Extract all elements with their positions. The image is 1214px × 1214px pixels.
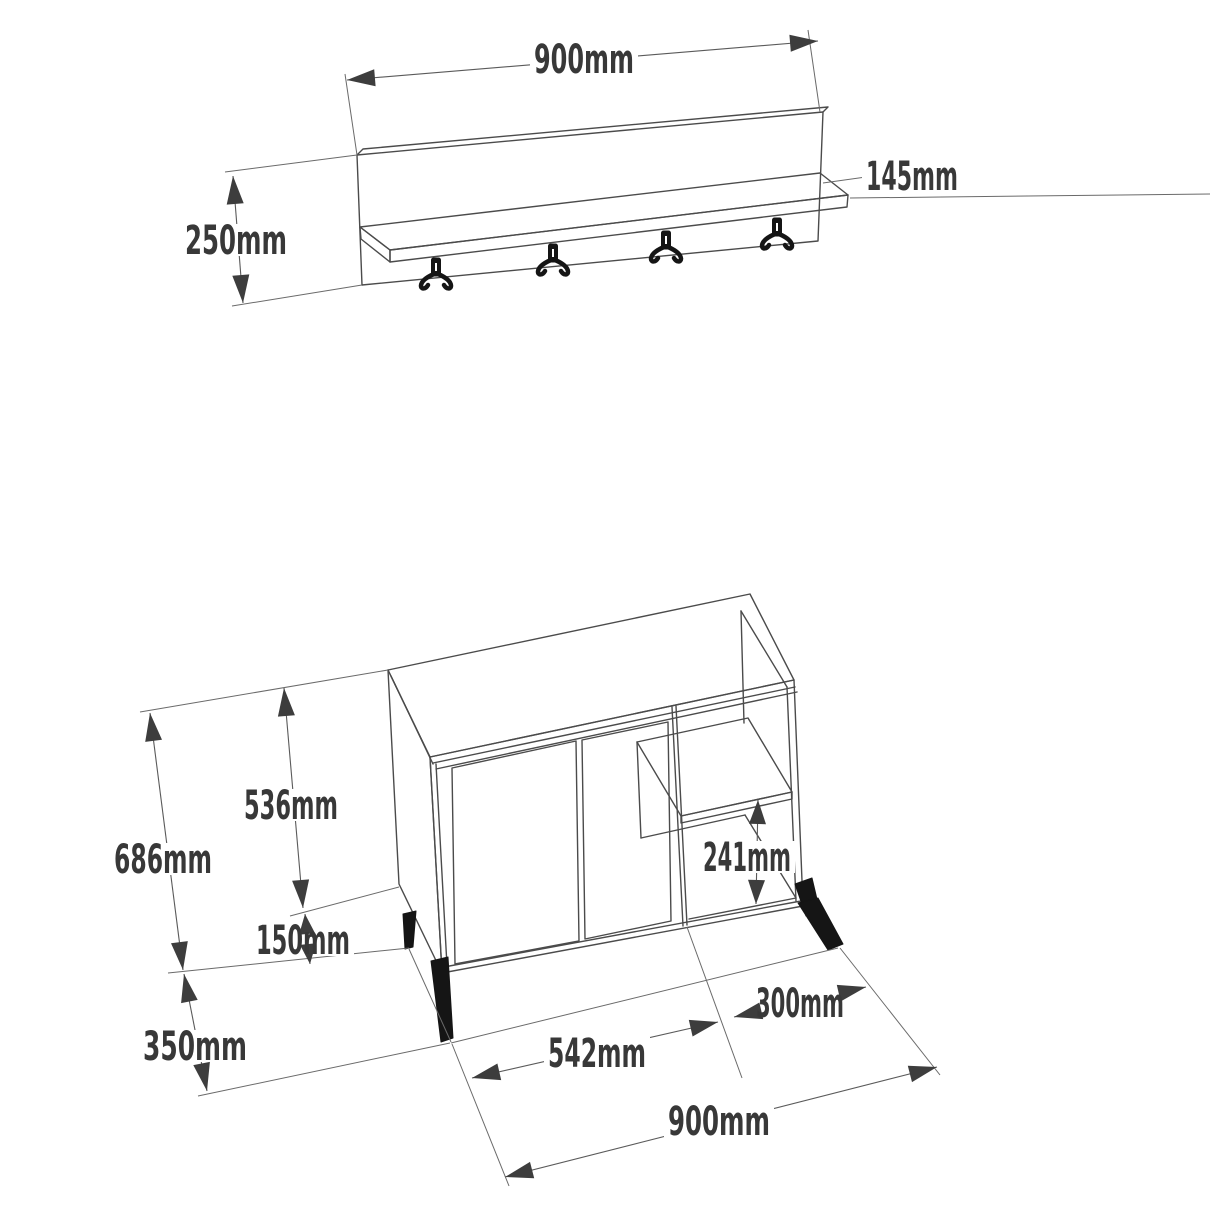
coat-hooks bbox=[421, 218, 792, 288]
compartment-back-left-edge bbox=[637, 742, 641, 838]
coat-hook bbox=[421, 258, 451, 288]
extension-line bbox=[232, 285, 362, 306]
dimension-label-shelf-height: 250mm bbox=[185, 218, 287, 264]
left-top-band bbox=[391, 676, 433, 764]
arrowhead-down bbox=[292, 879, 309, 908]
arrowhead-left bbox=[472, 1064, 501, 1081]
arrowhead-down bbox=[171, 941, 188, 970]
arrowhead-up bbox=[145, 713, 162, 742]
extension-line bbox=[345, 74, 357, 155]
cabinet-carcass bbox=[388, 594, 803, 973]
arrowhead-up bbox=[227, 176, 244, 205]
arrowhead-up bbox=[278, 688, 295, 717]
coat-hook bbox=[538, 244, 568, 274]
door-left bbox=[452, 741, 579, 964]
dimension-label-leg-height: 150mm bbox=[256, 918, 350, 964]
wall-shelf-arrowheads bbox=[227, 35, 818, 303]
extension-line-front-right-leg bbox=[840, 948, 940, 1075]
back-right-corner-edge bbox=[741, 611, 744, 723]
extension-line bbox=[225, 155, 357, 172]
door-right bbox=[582, 722, 671, 939]
dimension-label-shelf-opening: 241mm bbox=[703, 835, 791, 881]
arrowhead-right bbox=[908, 1066, 937, 1082]
dimension-label-door-height: 536mm bbox=[244, 783, 338, 829]
arrowhead-left bbox=[505, 1162, 534, 1178]
shelf-left-end bbox=[360, 227, 390, 262]
extension-line-partition bbox=[687, 927, 742, 1078]
shelf-back-panel bbox=[357, 107, 828, 285]
compartment-floor-front-edge bbox=[689, 898, 796, 919]
front-left-inner-edge bbox=[436, 764, 447, 966]
back-panel-front-face bbox=[357, 112, 823, 285]
wall-shelf-drawing bbox=[181, 30, 1210, 306]
dimension-label-total-height: 686mm bbox=[114, 837, 212, 883]
arrowhead-down bbox=[232, 274, 249, 303]
middle-shelf-front-edge bbox=[681, 792, 792, 823]
extension-line-front-left-leg bbox=[452, 1044, 509, 1186]
cabinet-leg-front-left bbox=[431, 957, 453, 1042]
dimension-label-depth: 350mm bbox=[143, 1024, 247, 1070]
bottom-edge-band bbox=[444, 901, 801, 967]
cabinet-drawing bbox=[110, 594, 940, 1186]
arrowhead-down bbox=[748, 880, 765, 904]
top-edge-band bbox=[433, 687, 795, 763]
arrowhead-right bbox=[789, 35, 818, 52]
arrowhead-up bbox=[181, 974, 198, 1003]
arrowhead-left bbox=[347, 69, 376, 86]
dimension-label-shelf-width: 900mm bbox=[534, 37, 634, 83]
shelf-top-surface bbox=[360, 173, 848, 250]
arrowhead-up bbox=[749, 800, 766, 824]
cabinet-top-face bbox=[388, 594, 794, 757]
cabinet-leg-front-right bbox=[798, 898, 843, 950]
extension-line-top-left bbox=[140, 670, 388, 712]
dimension-label-total-width: 900mm bbox=[668, 1099, 770, 1145]
dimension-label-door-section-width: 542mm bbox=[548, 1031, 646, 1077]
dimension-label-open-section-width: 300mm bbox=[756, 981, 844, 1027]
arrowhead-right bbox=[689, 1020, 718, 1037]
dimension-label-shelf-depth: 145mm bbox=[866, 154, 958, 200]
middle-shelf bbox=[637, 718, 792, 816]
cabinet-leg-back-left bbox=[403, 911, 416, 949]
